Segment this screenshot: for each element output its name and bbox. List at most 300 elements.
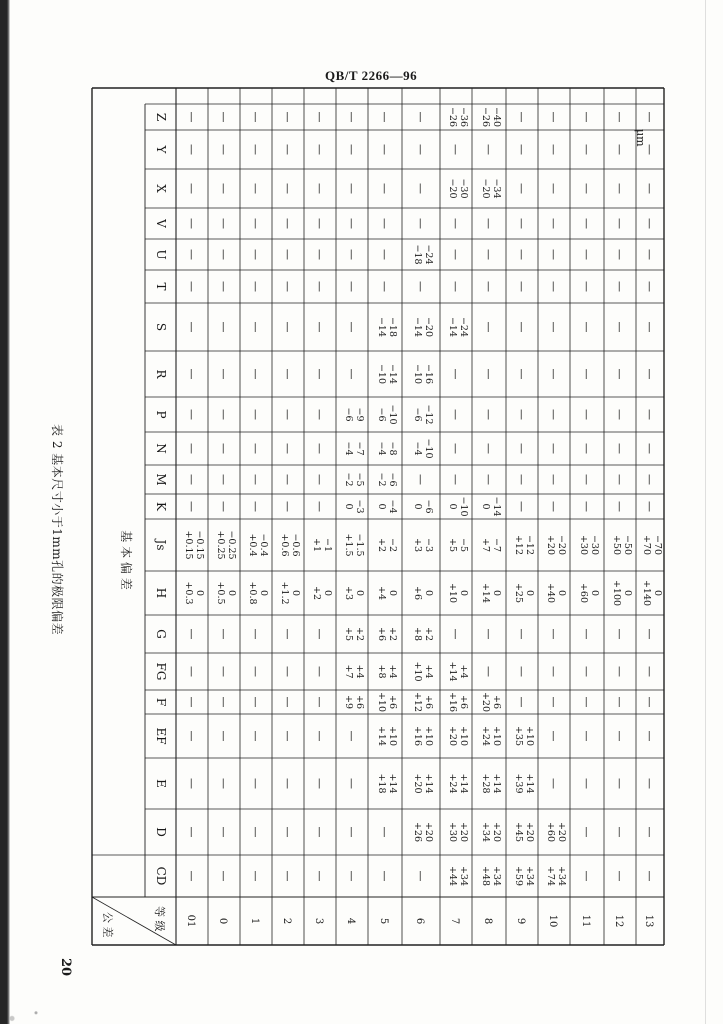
table-cell-value: +34 xyxy=(556,865,567,887)
table-cell: — xyxy=(449,281,462,292)
table-cell: — xyxy=(345,321,358,333)
table-cell: — xyxy=(217,628,230,640)
table-cell: — xyxy=(217,730,230,742)
table-cell: — xyxy=(515,696,528,708)
table-cell-value: +24 xyxy=(480,725,491,747)
table-cell-value: +0.6 xyxy=(279,533,290,557)
table-cell-value: +20 xyxy=(480,691,491,713)
table-cell-value: +4 xyxy=(387,664,398,679)
table-cell: — xyxy=(281,628,294,640)
grade-label: 6 xyxy=(414,917,425,925)
table-cell-value: +20 xyxy=(447,725,458,747)
table-cell-value: 0 xyxy=(652,589,663,597)
table-cell: — xyxy=(249,111,262,123)
table-cell: — xyxy=(185,368,198,380)
table-cell: — xyxy=(217,144,230,155)
table-cell: — xyxy=(580,474,593,485)
table-cell-value: −16 xyxy=(423,363,434,385)
table-cell: — xyxy=(185,628,198,640)
table-cell: — xyxy=(249,826,262,838)
table-cell: — xyxy=(313,218,326,229)
grade-label: 3 xyxy=(313,917,324,925)
table-cell-value: +16 xyxy=(412,725,423,747)
table-cell-value: +30 xyxy=(578,534,589,556)
table-cell: — xyxy=(185,666,198,677)
table-cell-value: −36 xyxy=(458,106,469,128)
table-cell-value: +1.2 xyxy=(279,581,290,605)
table-cell: — xyxy=(547,778,560,789)
table-cell: — xyxy=(217,870,230,882)
table-cell: — xyxy=(313,666,326,677)
table-cell: — xyxy=(547,628,560,640)
table-cell: — xyxy=(313,321,326,333)
table-cell-value: +34 xyxy=(458,865,469,887)
table-cell-value: −14 xyxy=(376,316,387,338)
table-cell: — xyxy=(185,249,198,260)
table-cell-value: −2 xyxy=(343,472,354,487)
table-cell: — xyxy=(547,474,560,485)
table-cell: — xyxy=(449,249,462,260)
table-cell: — xyxy=(643,183,656,194)
table-cell-value: +1 xyxy=(311,537,322,553)
table-cell: — xyxy=(580,218,593,229)
table-cell: — xyxy=(249,474,262,485)
table-cell-value: +18 xyxy=(376,773,387,794)
table-cell: — xyxy=(482,628,495,640)
table-cell: — xyxy=(345,183,358,194)
table-cell: — xyxy=(643,409,656,420)
table-cell: — xyxy=(515,409,528,420)
table-cell: — xyxy=(281,443,294,454)
table-cell: — xyxy=(580,826,593,838)
table-cell-value: +0.5 xyxy=(215,581,226,605)
table-cell: — xyxy=(515,666,528,677)
grade-label: 1 xyxy=(249,917,260,925)
table-cell: — xyxy=(580,144,593,155)
table-cell-value: +20 xyxy=(491,821,502,843)
table-cell-value: −8 xyxy=(387,441,398,456)
table-cell-value: −0.25 xyxy=(226,530,237,560)
table-cell: — xyxy=(217,183,230,194)
table-cell-value: +6 xyxy=(412,585,423,601)
column-header-k: K xyxy=(154,502,168,511)
table-cell-value: −9 xyxy=(354,407,365,422)
table-cell-value: +2 xyxy=(311,585,322,601)
table-cell: — xyxy=(378,249,391,260)
table-cell: — xyxy=(217,443,230,454)
grade-label: 2 xyxy=(281,917,292,925)
table-cell-value: +25 xyxy=(513,582,524,604)
table-cell-value: +40 xyxy=(545,582,556,604)
unit-label: μm xyxy=(634,129,647,147)
table-cell-value: 0 xyxy=(376,503,387,510)
table-cell-value: +14 xyxy=(376,725,387,747)
table-cell: — xyxy=(249,218,262,229)
table-cell-value: 0 xyxy=(556,589,567,597)
table-cell: — xyxy=(185,730,198,742)
table-cell-value: 0 xyxy=(194,589,205,597)
table-cell: — xyxy=(449,144,462,155)
column-header-s: S xyxy=(154,322,168,332)
table-cell-value: −14 xyxy=(447,316,458,338)
table-cell-value: −6 xyxy=(423,499,434,514)
table-cell: — xyxy=(217,501,230,512)
table-cell: — xyxy=(217,409,230,420)
column-header-z: Z xyxy=(154,112,168,122)
table-cell-value: +5 xyxy=(343,626,354,642)
table-cell: — xyxy=(313,368,326,380)
table-cell: — xyxy=(613,249,626,260)
table-cell-value: 0 xyxy=(447,503,458,510)
grade-label: 0 xyxy=(217,917,228,925)
table-cell: — xyxy=(580,730,593,742)
table-cell: — xyxy=(185,474,198,485)
table-cell-value: −50 xyxy=(622,534,633,556)
table-cell: — xyxy=(249,144,262,155)
table-cell: — xyxy=(449,628,462,640)
table-cell-value: +12 xyxy=(513,534,524,556)
table-cell: — xyxy=(313,696,326,708)
table-cell: — xyxy=(449,368,462,380)
table-cell: — xyxy=(217,218,230,229)
table-cell: — xyxy=(378,281,391,292)
table-cell: — xyxy=(547,183,560,194)
table-cell: — xyxy=(185,778,198,789)
table-cell: — xyxy=(643,218,656,229)
table-cell: — xyxy=(414,474,427,485)
table-cell: — xyxy=(281,111,294,123)
page-number: 20 xyxy=(58,958,73,977)
table-cell-value: +14 xyxy=(387,773,398,794)
table-cell: — xyxy=(547,501,560,512)
table-cell: — xyxy=(580,696,593,708)
table-cell: — xyxy=(449,474,462,485)
table-cell-value: 0 xyxy=(589,589,600,597)
table-cell-value: −1 xyxy=(322,537,333,553)
table-cell: — xyxy=(313,281,326,292)
table-cell-value: −14 xyxy=(412,316,423,338)
table-cell: — xyxy=(345,730,358,742)
table-cell-value: 0 xyxy=(290,589,301,597)
table-cell: — xyxy=(378,183,391,194)
table-cell-value: −10 xyxy=(423,438,434,459)
table-cell-value: −0.15 xyxy=(194,530,205,560)
table-cell-value: −0.6 xyxy=(290,533,301,557)
table-cell: — xyxy=(613,443,626,454)
table-cell: — xyxy=(313,778,326,789)
table-cell-value: +14 xyxy=(524,773,535,794)
table-cell-value: 0 xyxy=(491,589,502,597)
column-header-t: T xyxy=(154,282,168,291)
table-cell: — xyxy=(643,111,656,123)
column-header-js: Js xyxy=(154,539,168,551)
table-cell: — xyxy=(217,474,230,485)
grade-label: 13 xyxy=(643,914,654,928)
table-cell-value: +10 xyxy=(376,691,387,713)
table-cell-value: +100 xyxy=(611,579,622,607)
table-cell-value: +10 xyxy=(423,725,434,747)
table-cell: — xyxy=(313,474,326,485)
table-cell-value: +30 xyxy=(447,821,458,843)
table-cell: — xyxy=(515,443,528,454)
table-cell-value: +0.8 xyxy=(247,581,258,605)
table-cell-value: 0 xyxy=(480,503,491,510)
table-cell: — xyxy=(217,666,230,677)
table-cell: — xyxy=(313,826,326,838)
table-cell: — xyxy=(547,730,560,742)
table-cell: — xyxy=(185,443,198,454)
table-cell: — xyxy=(345,218,358,229)
table-cell: — xyxy=(547,321,560,333)
table-cell-value: −4 xyxy=(387,499,398,514)
table-cell: — xyxy=(515,281,528,292)
table-cell-value: +16 xyxy=(447,691,458,713)
table-cell: — xyxy=(643,281,656,292)
table-cell-value: 0 xyxy=(354,589,365,597)
table-cell: — xyxy=(643,249,656,260)
table-cell: — xyxy=(249,409,262,420)
table-cell-value: −24 xyxy=(458,316,469,338)
table-cell: — xyxy=(580,111,593,123)
table-cell-value: +24 xyxy=(447,773,458,794)
table-cell: — xyxy=(613,321,626,333)
table-cell-value: +4 xyxy=(423,664,434,679)
table-cell: — xyxy=(613,870,626,882)
table-cell-value: +10 xyxy=(458,725,469,747)
table-cell-value: −26 xyxy=(447,106,458,128)
grade-label: 11 xyxy=(580,914,591,928)
table-cell: — xyxy=(547,218,560,229)
table-cell: — xyxy=(281,474,294,485)
table-cell-value: +10 xyxy=(447,582,458,604)
table-cell: — xyxy=(547,666,560,677)
table-cell: — xyxy=(217,281,230,292)
table-cell: — xyxy=(547,249,560,260)
column-header-m: M xyxy=(154,473,168,486)
table-cell: — xyxy=(449,218,462,229)
table-cell: — xyxy=(643,443,656,454)
table-cell: — xyxy=(185,826,198,838)
table-cell: — xyxy=(547,696,560,708)
table-cell: — xyxy=(249,628,262,640)
table-cell: — xyxy=(313,628,326,640)
table-cell-value: −30 xyxy=(589,534,600,556)
table-cell-value: +6 xyxy=(491,694,502,710)
column-header-v: V xyxy=(154,219,168,228)
table-cell: — xyxy=(643,501,656,512)
corner-label-top: 公 差 xyxy=(101,912,114,938)
table-cell-value: −10 xyxy=(458,496,469,517)
table-cell-value: −26 xyxy=(480,106,491,128)
table-cell-value: +7 xyxy=(343,664,354,679)
table-cell: — xyxy=(613,183,626,194)
table-cell: — xyxy=(580,501,593,512)
table-cell: — xyxy=(515,183,528,194)
table-cell: — xyxy=(580,778,593,789)
table-cell-value: +45 xyxy=(513,821,524,843)
table-cell: — xyxy=(613,368,626,380)
column-header-r: R xyxy=(154,369,168,379)
table-cell-value: −2 xyxy=(387,537,398,553)
table-cell: — xyxy=(281,826,294,838)
table-cell: — xyxy=(249,778,262,789)
table-cell: — xyxy=(185,183,198,194)
table-cell-value: +0.3 xyxy=(183,581,194,605)
table-cell: — xyxy=(580,281,593,292)
table-cell: — xyxy=(643,696,656,708)
table-cell-value: +70 xyxy=(641,534,652,556)
table-cell: — xyxy=(249,870,262,882)
table-cell-value: +74 xyxy=(545,865,556,887)
table-cell-value: −7 xyxy=(491,537,502,553)
table-cell: — xyxy=(249,730,262,742)
table-cell-value: +34 xyxy=(491,865,502,887)
table-cell-value: −30 xyxy=(458,178,469,199)
table-cell-value: −3 xyxy=(354,499,365,514)
table-cell: — xyxy=(313,409,326,420)
table-cell-value: −40 xyxy=(491,106,502,128)
grade-label: 12 xyxy=(613,914,624,928)
table-cell: — xyxy=(613,778,626,789)
table-cell: — xyxy=(482,474,495,485)
table-cell-value: +20 xyxy=(458,821,469,843)
table-cell: — xyxy=(249,501,262,512)
table-cell-value: −14 xyxy=(491,496,502,517)
table-cell-value: +48 xyxy=(480,865,491,887)
table-cell: — xyxy=(613,696,626,708)
table-cell-value: −10 xyxy=(387,404,398,425)
table-cell-value: −12 xyxy=(524,534,535,556)
table-cell-value: −34 xyxy=(491,178,502,199)
table-cell-value: +4 xyxy=(354,664,365,679)
table-cell: — xyxy=(580,321,593,333)
table-cell: — xyxy=(515,501,528,512)
table-cell-value: +14 xyxy=(447,661,458,682)
column-header-ef: EF xyxy=(154,727,168,745)
column-header-fg: FG xyxy=(154,662,168,681)
table-cell-value: 0 xyxy=(258,589,269,597)
table-cell: — xyxy=(217,249,230,260)
table-cell: — xyxy=(185,321,198,333)
table-cell: — xyxy=(345,249,358,260)
table-cell-value: +20 xyxy=(423,821,434,843)
table-cell: — xyxy=(613,474,626,485)
table-cell: — xyxy=(378,870,391,882)
table-cell: — xyxy=(185,696,198,708)
table-cell: — xyxy=(414,144,427,155)
table-cell: — xyxy=(580,870,593,882)
table-cell: — xyxy=(313,730,326,742)
table-cell: — xyxy=(249,281,262,292)
table-cell-value: −1.5 xyxy=(354,533,365,557)
table-cell: — xyxy=(217,696,230,708)
table-cell-value: −6 xyxy=(387,472,398,487)
table-cell-value: +8 xyxy=(412,626,423,642)
table-cell-value: +10 xyxy=(387,725,398,747)
table-cell: — xyxy=(580,409,593,420)
table-cell-value: +20 xyxy=(412,773,423,794)
table-cell: — xyxy=(217,321,230,333)
table-cell: — xyxy=(515,321,528,333)
table-cell-value: +2 xyxy=(423,626,434,642)
table-cell-value: +20 xyxy=(545,534,556,556)
table-cell-value: +6 xyxy=(376,626,387,642)
table-cell: — xyxy=(185,111,198,123)
table-cell-value: +14 xyxy=(458,773,469,794)
table-cell: — xyxy=(515,218,528,229)
table-cell: — xyxy=(378,111,391,123)
table-cell-value: +34 xyxy=(480,821,491,843)
table-title: 表 2 基本尺寸小于1mm孔的极限偏差 xyxy=(50,424,64,636)
table-cell-value: +2 xyxy=(376,537,387,553)
table-cell: — xyxy=(281,666,294,677)
table-cell: — xyxy=(449,409,462,420)
table-cell-value: −6 xyxy=(343,407,354,422)
table-cell: — xyxy=(249,321,262,333)
table-cell: — xyxy=(613,281,626,292)
table-cell: — xyxy=(345,281,358,292)
column-header-y: Y xyxy=(154,145,168,154)
table-cell-value: +60 xyxy=(545,821,556,843)
table-cell: — xyxy=(378,826,391,838)
table-cell-value: +34 xyxy=(524,865,535,887)
corner-label-bottom: 等 级 xyxy=(153,906,166,932)
table-cell-value: 0 xyxy=(458,589,469,597)
table-cell-value: +44 xyxy=(447,865,458,887)
table-cell: — xyxy=(185,409,198,420)
column-header-x: X xyxy=(154,184,168,193)
table-cell: — xyxy=(281,409,294,420)
table-cell: — xyxy=(281,501,294,512)
table-cell: — xyxy=(613,409,626,420)
table-cell: — xyxy=(281,144,294,155)
table-cell: — xyxy=(482,666,495,677)
table-cell: — xyxy=(643,321,656,333)
table-cell-value: +2 xyxy=(387,626,398,642)
column-header-h: H xyxy=(154,587,168,599)
grade-label: 7 xyxy=(449,917,460,925)
table-cell-value: +6 xyxy=(354,694,365,710)
table-cell-value: 0 xyxy=(423,589,434,597)
table-cell-value: −20 xyxy=(447,178,458,199)
table-cell-value: +6 xyxy=(423,694,434,710)
table-cell: — xyxy=(643,778,656,789)
table-cell: — xyxy=(547,409,560,420)
table-cell: — xyxy=(217,111,230,123)
table-cell: — xyxy=(643,474,656,485)
table-cell: — xyxy=(217,826,230,838)
table-cell-value: +14 xyxy=(423,773,434,794)
table-cell: — xyxy=(613,628,626,640)
table-cell-value: +26 xyxy=(412,821,423,843)
table-cell-value: 0 xyxy=(226,589,237,597)
table-cell: — xyxy=(217,368,230,380)
table-cell: — xyxy=(580,183,593,194)
table-cell-value: +50 xyxy=(611,534,622,556)
table-cell-value: +4 xyxy=(376,585,387,601)
table-cell: — xyxy=(249,666,262,677)
table-cell: — xyxy=(313,501,326,512)
table-cell: — xyxy=(414,183,427,194)
table-cell: — xyxy=(515,474,528,485)
table-cell-value: −6 xyxy=(376,407,387,422)
table-cell-value: +59 xyxy=(513,865,524,887)
table-cell-value: −18 xyxy=(387,316,398,338)
table-cell: — xyxy=(185,218,198,229)
table-cell: — xyxy=(313,144,326,155)
table-cell: — xyxy=(613,144,626,155)
table-cell-value: −18 xyxy=(412,244,423,265)
